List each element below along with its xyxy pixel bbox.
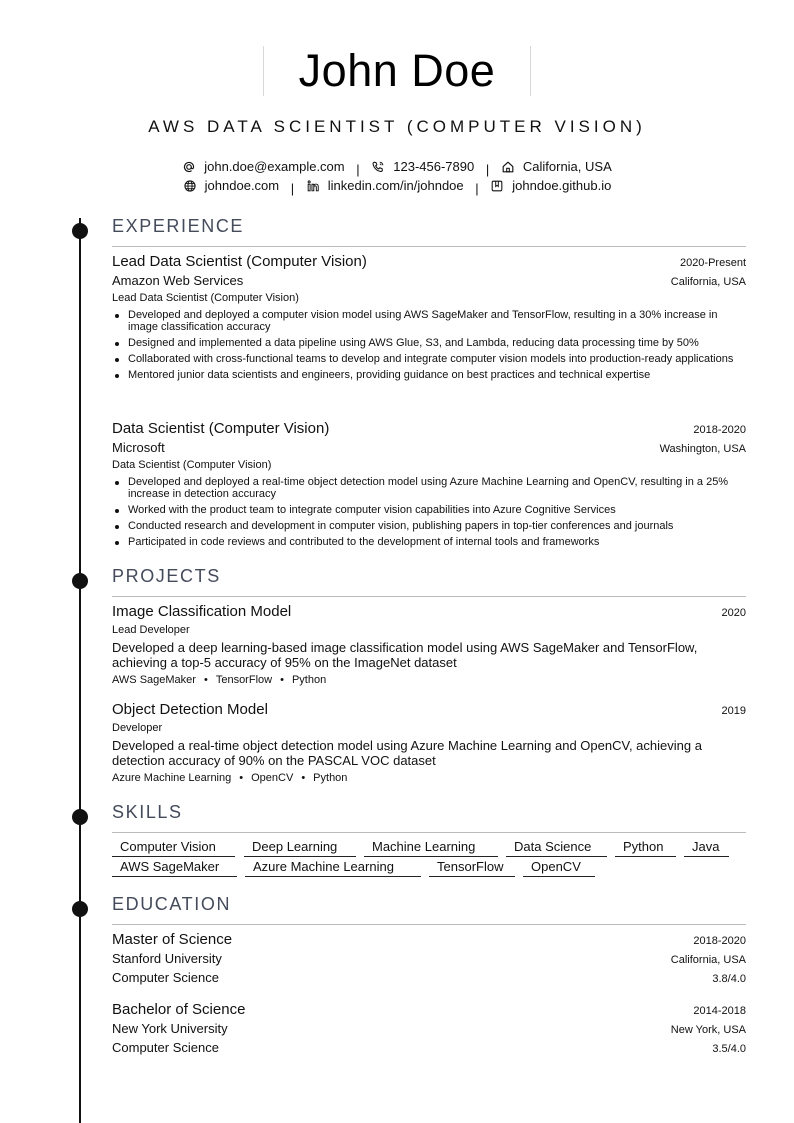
project-description: Developed a real-time object detection model using Azure Machine Learning and OpenCV, achieving a detection accuracy of 90% on the PASCAL VOC dataset (112, 738, 702, 768)
email-text: john.doe@example.com (204, 159, 345, 174)
list-item: Developed and deployed a real-time object detection model using Azure Machine Learning and OpenCV, resulting in a 25% increase in detection accuracy (112, 476, 746, 500)
tag-separator: • (280, 674, 284, 686)
section-title-skills: SKILLS (112, 802, 183, 822)
education-school: Stanford University (112, 951, 222, 966)
globe-icon (183, 179, 197, 193)
skill-tag: Azure Machine Learning (245, 859, 421, 877)
tag-separator: • (301, 772, 306, 784)
list-item: Worked with the product team to integrate computer vision capabilities into Azure Cognitive Services (112, 504, 746, 516)
project-year: 2020 (721, 607, 746, 619)
at-icon (182, 160, 196, 174)
timeline-dot (72, 223, 88, 239)
skill-tag: TensorFlow (429, 859, 515, 877)
location-text: California, USA (522, 159, 612, 174)
project-tag: Python (291, 674, 327, 686)
education-degree: Bachelor of Science (112, 1001, 246, 1018)
project-tag: Azure Machine Learning (112, 772, 232, 784)
project-tag: Python (313, 772, 348, 784)
project-title: Object Detection Model (112, 701, 268, 718)
experience-company: Microsoft (112, 440, 165, 455)
experience-dates: 2020-Present (679, 257, 746, 269)
education-field-row (112, 970, 746, 985)
contact-line-2 (0, 178, 794, 196)
skill-tag: AWS SageMaker (112, 859, 237, 877)
contact-phone[interactable] (371, 159, 474, 174)
section-divider (112, 246, 746, 247)
skill-tag: Machine Learning (364, 839, 498, 857)
phone-icon (371, 160, 385, 174)
contact-location (501, 159, 612, 174)
contact-line-1 (0, 159, 794, 177)
section-title-projects: PROJECTS (112, 566, 221, 586)
education-header (112, 931, 746, 948)
github-icon (490, 179, 504, 193)
experience-location: Washington, USA (659, 443, 746, 455)
linkedin-icon (306, 179, 320, 193)
education-field-row (112, 1040, 746, 1055)
education-location: New York, USA (670, 1024, 746, 1036)
experience-role: Lead Data Scientist (Computer Vision) (112, 292, 299, 304)
contact-website[interactable] (183, 178, 279, 193)
separator: | (290, 180, 295, 196)
experience-dates: 2018-2020 (693, 424, 746, 436)
list-item: Designed and implemented a data pipeline using AWS Glue, S3, and Lambda, reducing data processing time by 50% (112, 337, 746, 349)
section-divider (112, 596, 746, 597)
tag-separator: • (239, 772, 244, 784)
education-field: Computer Science (112, 970, 219, 985)
project-tag: TensorFlow (215, 674, 273, 686)
education-gpa: 3.5/4.0 (712, 1043, 746, 1055)
list-item: Conducted research and development in computer vision, publishing papers in top-tier conferences and journals (112, 520, 746, 532)
contact-linkedin[interactable] (306, 178, 464, 193)
tag-separator: • (203, 674, 208, 686)
education-school: New York University (112, 1021, 228, 1036)
skill-tag: Java (684, 839, 729, 857)
section-title-experience: EXPERIENCE (112, 216, 245, 236)
linkedin-text: linkedin.com/in/johndoe (327, 178, 464, 193)
experience-title: Lead Data Scientist (Computer Vision) (112, 253, 367, 270)
section-title-education: EDUCATION (112, 894, 232, 914)
page-title: John Doe (298, 45, 496, 96)
project-tags (112, 674, 326, 686)
project-header (112, 701, 746, 718)
education-school-row (112, 951, 746, 966)
education-location: California, USA (670, 954, 746, 966)
skill-tag: Deep Learning (244, 839, 356, 857)
timeline-line (79, 218, 81, 1123)
education-degree: Master of Science (112, 931, 233, 948)
education-header (112, 1001, 746, 1018)
skill-tag: Python (615, 839, 676, 857)
project-tag: OpenCV (251, 772, 294, 784)
list-item: Participated in code reviews and contributed to the development of internal tools and frameworks (112, 536, 746, 548)
name-block (263, 46, 531, 96)
separator: | (475, 180, 479, 196)
education-school-row (112, 1021, 746, 1036)
contact-email[interactable] (182, 159, 344, 174)
project-role: Lead Developer (112, 624, 190, 636)
experience-bullets (112, 476, 746, 552)
list-item: Mentored junior data scientists and engineers, providing guidance on best practices and technical expertise (112, 369, 746, 381)
skill-tag: Data Science (506, 839, 607, 857)
skill-tag: OpenCV (523, 859, 595, 877)
experience-item-org (112, 440, 746, 455)
project-header (112, 603, 746, 620)
project-title: Image Classification Model (112, 603, 292, 620)
website-text: johndoe.com (204, 178, 280, 193)
education-dates: 2018-2020 (693, 935, 746, 947)
experience-item-org (112, 273, 746, 288)
section-divider (112, 832, 746, 833)
separator: | (356, 161, 360, 177)
project-role: Developer (112, 722, 163, 734)
timeline-dot (72, 901, 88, 917)
project-year: 2019 (721, 705, 746, 717)
section-divider (112, 924, 746, 925)
experience-location: California, USA (670, 276, 746, 288)
separator: | (485, 161, 490, 177)
list-item: Developed and deployed a computer vision model using AWS SageMaker and TensorFlow, resulting in a 30% increase in image classification accuracy (112, 309, 746, 333)
skill-tag: Computer Vision (112, 839, 235, 857)
project-tags (112, 772, 347, 784)
education-gpa: 3.8/4.0 (712, 973, 746, 985)
timeline-dot (72, 809, 88, 825)
contact-github[interactable] (490, 178, 611, 193)
job-title: AWS DATA SCIENTIST (COMPUTER VISION) (148, 117, 646, 136)
education-field: Computer Science (112, 1040, 219, 1055)
experience-item-header (112, 420, 746, 437)
experience-title: Data Scientist (Computer Vision) (112, 420, 330, 437)
project-description: Developed a deep learning-based image classification model using AWS SageMaker and TensorFlow, achieving a top-5 accuracy of 95% on the ImageNet dataset (112, 640, 698, 670)
experience-bullets (112, 309, 746, 385)
github-text: johndoe.github.io (512, 178, 612, 193)
phone-text: 123-456-7890 (393, 159, 475, 174)
project-tag: AWS SageMaker (112, 674, 196, 686)
list-item: Collaborated with cross-functional teams to develop and integrate computer vision models into production-ready applications (112, 353, 746, 365)
experience-company: Amazon Web Services (112, 273, 244, 288)
experience-role: Data Scientist (Computer Vision) (112, 459, 272, 471)
skills-list (112, 839, 746, 879)
timeline-dot (72, 573, 88, 589)
home-icon (501, 160, 515, 174)
experience-item-header (112, 253, 746, 270)
education-dates: 2014-2018 (693, 1005, 746, 1017)
